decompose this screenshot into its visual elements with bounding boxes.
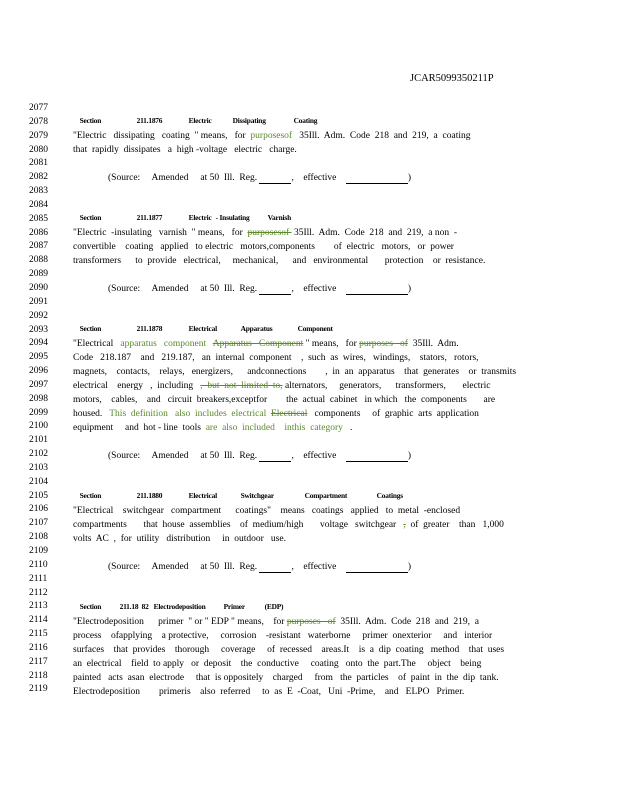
paragraph-line: motors, cables, and circuit breakers,exceptfor the actual cabinet in which the components are [73, 395, 496, 405]
line-number: 2099 [29, 407, 48, 418]
paragraph-line: magnets, contacts, relays, energizers, andconnections , in an apparatus that generates or transmits [73, 367, 517, 377]
paragraph-line: an electrical field to apply or deposit the conductive coating onto the part.The object being [73, 659, 482, 669]
line-number: 2091 [29, 296, 48, 307]
line-number: 2110 [29, 559, 48, 570]
source-note: (Source: Amended at 50 Ill. Reg. , effective ) [108, 284, 412, 294]
line-number: 2118 [29, 670, 48, 681]
line-number: 2078 [29, 116, 48, 127]
paragraph-line: "Electric -insulating varnish " means, for purposesof 35Ill. Adm. Code 218 and 219, a non - [73, 228, 458, 238]
paragraph-line: Code 218.187 and 219.187, an internal component , such as wires, windings, stators, rotors, [73, 353, 479, 363]
line-number: 2111 [29, 573, 48, 584]
paragraph-line: equipment and hot - line tools are also included inthis category . [73, 423, 353, 433]
line-number: 2083 [29, 186, 48, 197]
paragraph-line: volts AC , for utility distribution in outdoor use. [73, 534, 286, 544]
line-number: 2081 [29, 158, 48, 169]
paragraph-line: convertible coating applied to electric motors,components of electric motors, or power [73, 242, 454, 252]
paragraph-line: process ofapplying a protective, corrosion -resistant waterborne primer onexterior and interior [73, 631, 493, 641]
paragraph-line: Electrodeposition primeris also referred to as E -Coat, Uni -Prime, and ELPO Primer. [73, 687, 465, 697]
line-number: 2084 [29, 199, 48, 210]
line-number: 2116 [29, 642, 48, 653]
line-number: 2077 [29, 103, 48, 113]
line-number: 2080 [29, 144, 48, 155]
line-number: 2089 [29, 269, 48, 280]
line-number: 2109 [29, 546, 48, 556]
paragraph-line: "Electrodeposition primer " or " EDP " means, for purposes of 35Ill. Adm. Code 218 and 219, a [73, 617, 479, 627]
line-number: 2087 [29, 241, 48, 252]
line-number: 2100 [29, 421, 48, 432]
line-number: 2086 [29, 227, 48, 238]
line-number: 2115 [29, 629, 48, 640]
paragraph-line: "Electrical switchgear compartment coatings" means coatings applied to metal -enclosed [73, 506, 461, 516]
line-number: 2095 [29, 352, 48, 363]
paragraph-line: surfaces that provides thorough coverage of recessed areas.It is a dip coating method that uses [73, 645, 505, 655]
line-number: 2082 [29, 172, 48, 183]
section-heading: Section 211.1876 Electric Dissipating Coating [79, 116, 318, 125]
line-number: 2106 [29, 504, 48, 515]
paragraph-line: electrical energy , including , but not limited to, alternators, generators, transformers, electric [73, 381, 491, 391]
line-number: 2079 [29, 130, 48, 141]
source-note: (Source: Amended at 50 Ill. Reg. , effective ) [108, 173, 412, 183]
line-number: 2094 [29, 338, 48, 349]
line-number: 2117 [29, 656, 48, 667]
line-number: 2085 [29, 213, 48, 224]
line-number: 2090 [29, 282, 48, 293]
paragraph-line: housed. This definition also includes electrical Electrical components of graphic arts application [73, 409, 479, 419]
section-heading: Section 211.1878 Electrical Apparatus Component [79, 324, 333, 333]
line-number: 2102 [29, 449, 48, 460]
line-number: 2088 [29, 255, 48, 266]
source-note: (Source: Amended at 50 Ill. Reg. , effective ) [108, 562, 412, 572]
line-number: 2112 [29, 587, 48, 598]
line-number: 2105 [29, 490, 48, 501]
paragraph-line: that rapidly dissipates a high -voltage electric charge. [73, 145, 297, 155]
section-heading: Section 211.1880 Electrical Switchgear Compartment Coatings [79, 491, 403, 500]
line-number: 2098 [29, 393, 48, 404]
line-number: 2104 [29, 476, 48, 487]
line-number: 2101 [29, 435, 48, 446]
line-number: 2097 [29, 379, 48, 390]
paragraph-line: transformers to provide electrical, mechanical, and environmental protection or resistance. [73, 256, 486, 266]
paragraph-line: "Electric dissipating coating " means, for purposesof 35Ill. Adm. Code 218 and 219, a coating [73, 131, 471, 141]
line-number: 2103 [29, 462, 48, 473]
line-number: 2119 [29, 684, 48, 695]
document-id: JCAR5099350211P [410, 73, 494, 84]
paragraph-line: painted acts asan electrode that is oppositely charged from the particles of paint in the dip tank. [73, 673, 499, 683]
line-number: 2107 [29, 518, 48, 529]
paragraph-line: compartments that house assemblies of medium/high voltage switchgear , of greater than 1,000 [73, 520, 504, 530]
line-number: 2113 [29, 601, 48, 612]
section-heading: Section 211.1877 Electric - Insulating Varnish [79, 213, 291, 222]
section-heading: Section 211.18 82 Electrodeposition Primer (EDP) [79, 602, 284, 611]
source-note: (Source: Amended at 50 Ill. Reg. , effective ) [108, 451, 412, 461]
line-number: 2092 [29, 310, 48, 321]
paragraph-line: "Electrical apparatus component Apparatus Component " means, for purposes of 35Ill. Adm. [73, 339, 459, 349]
line-number: 2114 [29, 615, 48, 626]
line-number: 2096 [29, 366, 48, 377]
line-number: 2108 [29, 532, 48, 543]
line-number: 2093 [29, 324, 48, 335]
line-number-gutter [29, 102, 55, 697]
